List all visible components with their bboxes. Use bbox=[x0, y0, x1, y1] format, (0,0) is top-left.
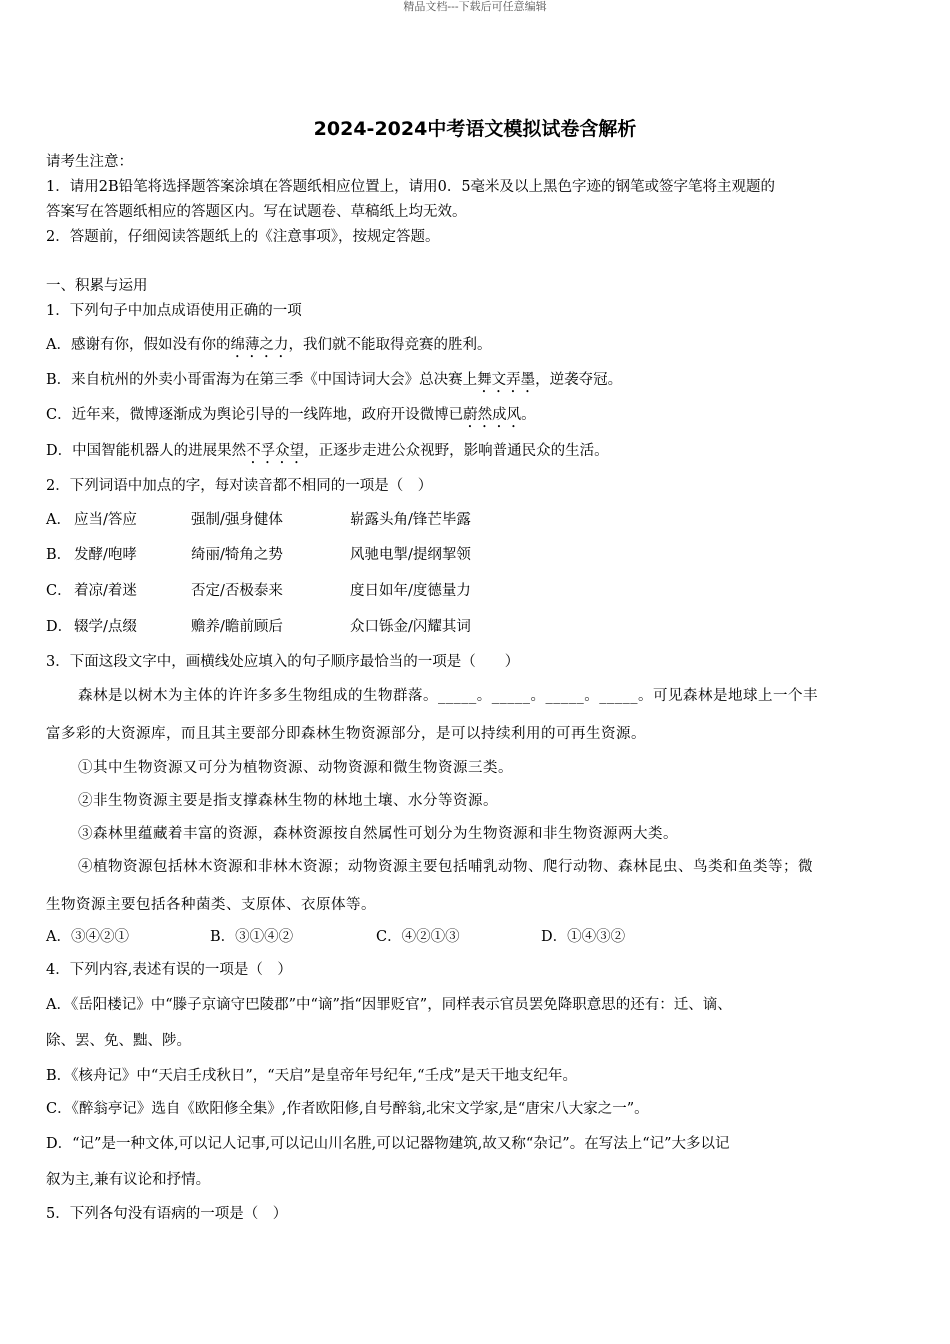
q3-sentence-1: ①其中生物资源又可分为植物资源、动物资源和微生物资源三类。 bbox=[78, 760, 513, 776]
q1-c-idiom: 蔚然成风 bbox=[463, 407, 522, 423]
notice-item-1: 1．请用2B铅笔将选择题答案涂填在答题纸相应位置上，请用0．5毫米及以上黑色字迹的钢笔或签字笔将主观题的 bbox=[46, 179, 776, 195]
notice-item-1-cont: 答案写在答题纸相应的答题区内。写在试题卷、草稿纸上均无效。 bbox=[46, 204, 467, 220]
q4-stem: 4．下列内容,表述有误的一项是（ ） bbox=[46, 962, 292, 978]
page-title: 2024-2024中考语文模拟试卷含解析 bbox=[313, 118, 637, 140]
q3-option-c: C．④②①③ bbox=[376, 929, 460, 945]
q2-row-c-col2: 否定/否极泰来 bbox=[191, 583, 283, 599]
q3-sentence-2: ②非生物资源主要是指支撑森林生物的林地土壤、水分等资源。 bbox=[78, 793, 498, 809]
q2-row-a-label: A． bbox=[46, 512, 71, 528]
q3-sentence-4: ④植物资源包括林木资源和非林木资源；动物资源主要包括哺乳动物、爬行动物、森林昆虫、鸟类和鱼类等；微 bbox=[78, 859, 813, 875]
q1-option-b: B．来自杭州的外卖小哥雷海为在第三季《中国诗词大会》总决赛上舞文弄墨，逆袭夺冠。 bbox=[46, 372, 623, 388]
q1-option-a: A．感谢有你，假如没有你的绵薄之力，我们就不能取得竞赛的胜利。 bbox=[46, 337, 492, 353]
q4-option-b: B．《核舟记》中“天启壬戌秋日”，“天启”是皇帝年号纪年,“壬戌”是天干地支纪年。 bbox=[46, 1068, 577, 1084]
q2-row-c-label: C． bbox=[46, 583, 72, 599]
q3-sentence-3: ③森林里蕴藏着丰富的资源，森林资源按自然属性可划分为生物资源和非生物资源两大类。 bbox=[78, 826, 678, 842]
q3-option-a: A．③④②① bbox=[46, 929, 129, 945]
q2-row-a-col2: 强制/强身健体 bbox=[191, 512, 283, 528]
q2-row-d-col3: 众口铄金/闪耀其词 bbox=[350, 619, 471, 635]
q2-row-a-col3: 崭露头角/锋芒毕露 bbox=[350, 512, 471, 528]
q3-option-d: D．①④③② bbox=[541, 929, 626, 945]
q2-row-d-col1: 辍学/点缀 bbox=[74, 619, 137, 635]
q4-option-d: D．“记”是一种文体,可以记人记事,可以记山川名胜,可以记器物建筑,故又称“杂记”。在写法上“记”大多以记 bbox=[46, 1136, 730, 1152]
q1-option-d: D．中国智能机器人的进展果然不孚众望，正逐步走进公众视野，影响普通民众的生活。 bbox=[46, 443, 609, 459]
q2-row-b-col1: 发酵/咆哮 bbox=[74, 547, 137, 563]
q1-d-idiom: 不孚众望 bbox=[246, 443, 305, 459]
q1-option-c: C．近年来，微博逐渐成为舆论引导的一线阵地，政府开设微博已蔚然成风。 bbox=[46, 407, 536, 423]
section-heading: 一、积累与运用 bbox=[46, 278, 148, 294]
q3-option-b: B．③①④② bbox=[210, 929, 294, 945]
q2-row-b-col3: 风驰电掣/提纲挈领 bbox=[350, 547, 471, 563]
q2-row-b-col2: 绮丽/犄角之势 bbox=[191, 547, 283, 563]
q2-row-d-col2: 赡养/瞻前顾后 bbox=[191, 619, 283, 635]
q3-passage-line-1: 森林是以树木为主体的许许多多生物组成的生物群落。_____。_____。_____。_____。可见森林是地球上一个丰 bbox=[78, 688, 818, 704]
q3-sentence-4-cont: 生物资源主要包括各种菌类、支原体、衣原体等。 bbox=[46, 897, 376, 913]
q2-row-c-col1: 着凉/着迷 bbox=[74, 583, 137, 599]
notice-heading: 请考生注意： bbox=[46, 154, 133, 170]
q3-passage-line-2: 富多彩的大资源库，而且其主要部分即森林生物资源部分，是可以持续利用的可再生资源。 bbox=[46, 726, 646, 742]
q1-b-idiom: 舞文弄墨 bbox=[477, 372, 536, 388]
notice-item-2: 2．答题前，仔细阅读答题纸上的《注意事项》，按规定答题。 bbox=[46, 229, 440, 245]
q1-stem: 1．下列句子中加点成语使用正确的一项 bbox=[46, 303, 302, 319]
q2-stem: 2．下列词语中加点的字，每对读音都不相同的一项是（ ） bbox=[46, 478, 433, 494]
q4-option-a-cont: 除、罢、免、黜、陟。 bbox=[46, 1033, 191, 1049]
q3-stem: 3．下面这段文字中，画横线处应填入的句子顺序最恰当的一项是（ ） bbox=[46, 654, 520, 670]
q4-option-a: A．《岳阳楼记》中“滕子京谪守巴陵郡”中“谪”指“因罪贬官”，同样表示官员罢免降职意思的还有：迁、谪、 bbox=[46, 997, 732, 1013]
q4-option-d-cont: 叙为主,兼有议论和抒情。 bbox=[46, 1172, 211, 1188]
q2-row-d-label: D． bbox=[46, 619, 73, 635]
q2-row-a-col1: 应当/答应 bbox=[74, 512, 137, 528]
q1-a-idiom: 绵薄之力 bbox=[230, 337, 289, 353]
q2-row-b-label: B． bbox=[46, 547, 72, 563]
q2-row-c-col3: 度日如年/度德量力 bbox=[350, 583, 471, 599]
q5-stem: 5．下列各句没有语病的一项是（ ） bbox=[46, 1206, 288, 1222]
page-header: 精品文档---下载后可任意编辑 bbox=[403, 0, 547, 13]
q4-option-c: C．《醉翁亭记》选自《欧阳修全集》,作者欧阳修,自号醉翁,北宋文学家,是“唐宋八大家之一”。 bbox=[46, 1101, 649, 1117]
